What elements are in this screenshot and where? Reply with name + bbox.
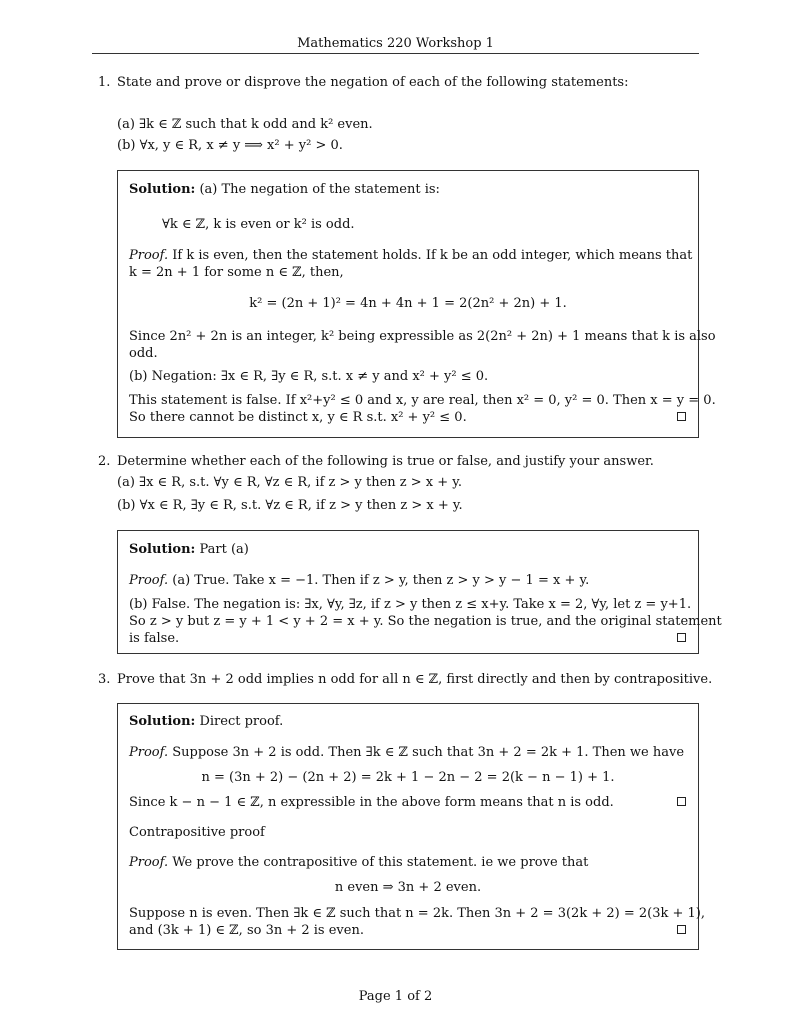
q2-part-b: (b) ∀x ∈ R, ∃y ∈ R, s.t. ∀z ∈ R, if z > y then z > x + y.	[117, 498, 463, 513]
q3-direct-since: Since k − n − 1 ∈ ℤ, n expressible in the above form means that n is odd.	[129, 795, 614, 810]
q1-prompt: State and prove or disprove the negation of each of the following statements:	[117, 75, 629, 90]
proof-label: Proof.	[129, 745, 169, 760]
q2-part-a: (a) ∃x ∈ R, s.t. ∀y ∈ R, ∀z ∈ R, if z > y then z > x + y.	[117, 475, 463, 490]
proof-text: Suppose 3n + 2 is odd. Then ∃k ∈ ℤ such that 3n + 2 = 2k + 1. Then we have	[172, 745, 685, 760]
solution-intro: (a) The negation of the statement is:	[199, 182, 440, 197]
q1-proof-line1	[129, 247, 692, 264]
q2-number: 2.	[98, 454, 111, 469]
q1-since-line2: odd.	[129, 346, 158, 361]
qed-square-icon	[677, 925, 686, 934]
proof-label: Proof.	[129, 573, 169, 588]
qed-square-icon	[677, 797, 686, 806]
proof-text: We prove the contrapositive of this statement. ie we prove that	[172, 855, 589, 870]
qed-square-icon	[677, 412, 686, 421]
q1-part-b: (b) ∀x, y ∈ R, x ≠ y ⟹ x² + y² > 0.	[117, 138, 343, 153]
q2-b-line3: is false.	[129, 631, 180, 646]
q1-b-line2: So there cannot be distinct x, y ∈ R s.t. x² + y² ≤ 0.	[129, 410, 467, 425]
q3-contra-line3: and (3k + 1) ∈ ℤ, so 3n + 2 is even.	[129, 923, 364, 938]
q2-b-line1: (b) False. The negation is: ∃x, ∀y, ∃z, if z > y then z ≤ x+y. Take x = 2, ∀y, let z = y+1.	[129, 597, 692, 612]
solution-label: Solution:	[129, 714, 196, 729]
q1-proof-line2: k = 2n + 1 for some n ∈ ℤ, then,	[129, 265, 344, 280]
q1-since-line1: Since 2n² + 2n is an integer, k² being expressible as 2(2n² + 2n) + 1 means that k is also	[129, 329, 716, 344]
solution-label: Solution:	[129, 542, 196, 557]
q1-b-line1: This statement is false. If x²+y² ≤ 0 and x, y are real, then x² = 0, y² = 0. Then x = y = 0.	[129, 393, 716, 408]
q3-solution-line	[129, 713, 283, 730]
q3-contra-line1	[129, 854, 588, 871]
q1-equation: k² = (2n + 1)² = 4n + 4n + 1 = 2(2n² + 2n) + 1.	[249, 296, 567, 311]
q3-direct-equation: n = (3n + 2) − (2n + 2) = 2k + 1 − 2n − 2 = 2(k − n − 1) + 1.	[201, 770, 615, 785]
q2-proof-a	[129, 572, 589, 589]
header-rule	[92, 53, 699, 54]
proof-text: If k is even, then the statement holds. If k be an odd integer, which means that	[172, 248, 693, 263]
qed-square-icon	[677, 633, 686, 642]
q3-contra-heading: Contrapositive proof	[129, 825, 265, 840]
q2-solution-line	[129, 541, 249, 558]
q1-part-a: (a) ∃k ∈ ℤ such that k odd and k² even.	[117, 117, 373, 132]
solution-label: Solution:	[129, 182, 196, 197]
q3-direct-line1	[129, 744, 684, 761]
q2-b-line2: So z > y but z = y + 1 < y + 2 = x + y. So the negation is true, and the original statement	[129, 614, 722, 629]
q2-prompt: Determine whether each of the following is true or false, and justify your answer.	[117, 454, 654, 469]
q1-solution-line	[129, 181, 440, 198]
q1-negation: ∀k ∈ ℤ, k is even or k² is odd.	[162, 217, 355, 232]
solution-intro: Part (a)	[199, 542, 249, 557]
q3-contra-equation: n even ⇒ 3n + 2 even.	[334, 880, 482, 895]
q3-contra-line2: Suppose n is even. Then ∃k ∈ ℤ such that n = 2k. Then 3n + 2 = 3(2k + 2) = 2(3k + 1),	[129, 906, 705, 921]
proof-text: (a) True. Take x = −1. Then if z > y, then z > y > y − 1 = x + y.	[172, 573, 590, 588]
q1-number: 1.	[98, 75, 111, 90]
solution-intro: Direct proof.	[199, 714, 284, 729]
page-header-title: Mathematics 220 Workshop 1	[297, 36, 494, 51]
proof-label: Proof.	[129, 248, 169, 263]
q3-number: 3.	[98, 672, 111, 687]
q3-prompt: Prove that 3n + 2 odd implies n odd for all n ∈ ℤ, first directly and then by contrapositive.	[117, 672, 713, 687]
proof-label: Proof.	[129, 855, 169, 870]
page-footer: Page 1 of 2	[358, 989, 433, 1004]
q1-b-negation: (b) Negation: ∃x ∈ R, ∃y ∈ R, s.t. x ≠ y and x² + y² ≤ 0.	[129, 369, 489, 384]
